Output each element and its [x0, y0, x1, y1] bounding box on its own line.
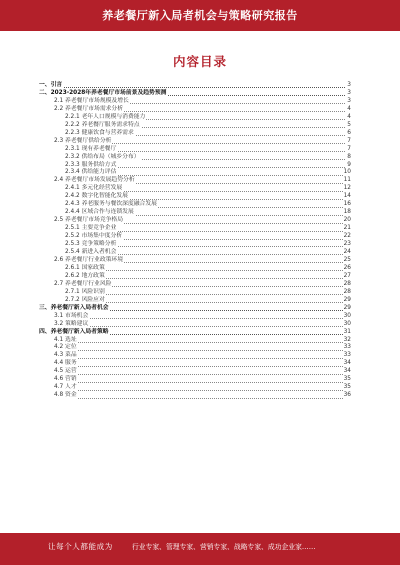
- toc-entry-label: 2.2 养老餐厅市场需求分析: [54, 105, 124, 112]
- toc-entry[interactable]: [39, 352, 351, 360]
- toc-leader-dots: [54, 326, 345, 327]
- toc-entry-page: 5: [347, 121, 351, 128]
- toc-entry-label: 4.8 资金: [54, 392, 77, 399]
- toc-entry-label: 2.4.1 多元化经营发展: [65, 185, 123, 192]
- toc-leader-dots: [65, 278, 345, 279]
- report-title: 养老餐厅新入局者机会与策略研究报告: [102, 9, 298, 22]
- toc-entry[interactable]: [39, 376, 351, 384]
- toc-leader-dots: [39, 87, 345, 88]
- toc-entry-label: 4.7 人才: [54, 384, 77, 391]
- toc-entry[interactable]: [39, 82, 351, 90]
- toc-entry[interactable]: [39, 289, 351, 297]
- toc-entry[interactable]: [39, 384, 351, 392]
- toc-entry-page: 3: [347, 89, 351, 96]
- toc-entry-label: 2.6 养老餐厅行业政策环境: [54, 256, 124, 263]
- toc-leader-dots: [54, 366, 345, 367]
- toc-entry-label: 一、引言: [39, 82, 63, 88]
- toc-entry-label: 四、养老餐厅新入局者策略: [39, 328, 109, 335]
- toc-entry[interactable]: [39, 233, 351, 241]
- toc-entry-page: 32: [343, 336, 351, 343]
- toc-entry[interactable]: [39, 321, 351, 329]
- toc-entry-page: 30: [343, 320, 351, 327]
- toc-entry-page: 35: [343, 376, 351, 383]
- toc-entry-page: 30: [343, 312, 351, 319]
- toc-heading: 内容目录: [172, 54, 227, 69]
- toc-leader-dots: [54, 398, 345, 399]
- toc-entry-page: 34: [343, 368, 351, 375]
- toc-entry-page: 35: [343, 384, 351, 391]
- toc-entry-page: 7: [347, 145, 351, 152]
- toc-entry-label: 2.4.4 区域合作与连锁发展: [65, 209, 134, 216]
- toc-entry-label: 2.5 养老餐厅市场竞争格局: [54, 217, 124, 224]
- toc-entry-page: 3: [347, 97, 351, 104]
- toc-entry-label: 4.3 菜品: [54, 352, 77, 359]
- toc-leader-dots: [54, 318, 345, 319]
- toc-entry[interactable]: [39, 257, 351, 265]
- toc-leader-dots: [65, 270, 345, 271]
- toc-leader-dots: [65, 302, 345, 303]
- toc-entry-label: 2.4 养老餐厅市场发展趋势分析: [54, 177, 135, 184]
- toc-entry[interactable]: [39, 90, 351, 98]
- toc-entry[interactable]: [39, 313, 351, 321]
- toc-entry-page: 22: [343, 233, 351, 240]
- toc-entry-page: 3: [347, 82, 351, 88]
- toc-entry-page: 12: [343, 185, 351, 192]
- toc-entry-label: 4.4 服务: [54, 360, 77, 367]
- toc-leader-dots: [54, 342, 345, 343]
- toc-entry-label: 2.3 养老餐厅供给分析: [54, 137, 112, 144]
- toc-entry-page: 26: [343, 264, 351, 271]
- toc-entry-page: 10: [343, 169, 351, 176]
- toc-leader-dots: [54, 374, 345, 375]
- toc-entry-label: 3.1 市场机会: [54, 312, 89, 319]
- toc-leader-dots: [54, 390, 345, 391]
- toc-entry-page: 28: [343, 288, 351, 295]
- toc-entry[interactable]: [39, 249, 351, 257]
- toc-entry-page: 6: [347, 129, 351, 136]
- toc-entry[interactable]: [39, 329, 351, 337]
- toc-entry-page: 24: [343, 249, 351, 256]
- toc-entry-label: 2.2.2 养老餐厅服务需求特点: [65, 121, 140, 128]
- toc-entry-page: 31: [343, 328, 351, 335]
- toc-entry[interactable]: [39, 344, 351, 352]
- toc-entry-page: 7: [347, 137, 351, 144]
- toc-entry-page: 29: [343, 296, 351, 303]
- toc-entry-page: 33: [343, 352, 351, 359]
- toc-entry[interactable]: [39, 217, 351, 225]
- toc-entry-page: 4: [347, 113, 351, 120]
- toc-entry[interactable]: [39, 265, 351, 273]
- toc-entry-page: 33: [343, 344, 351, 351]
- toc-entry-page: 25: [343, 256, 351, 263]
- toc-entry-page: 28: [343, 280, 351, 287]
- toc-entry-label: 3.2 策略建议: [54, 320, 89, 327]
- toc-entry-label: 2.5.3 竞争策略分析: [65, 241, 117, 248]
- toc-entry[interactable]: [39, 368, 351, 376]
- toc-entry-label: 2.6.2 地方政策: [65, 272, 105, 279]
- toc-entry-label: 2.4.3 养老服务与餐饮深度融合发展: [65, 201, 157, 208]
- toc-entry[interactable]: [39, 297, 351, 305]
- toc-entry-label: 2.5.1 主要竞争企业: [65, 225, 117, 232]
- toc-entry[interactable]: [39, 273, 351, 281]
- toc-entry-label: 2.5.2 市场集中度分析: [65, 233, 123, 240]
- toc-entry[interactable]: [39, 114, 351, 122]
- toc-entry-label: 2.7.1 风险识别: [65, 288, 105, 295]
- toc-leader-dots: [54, 382, 345, 383]
- toc-entry[interactable]: [39, 281, 351, 289]
- toc-entry[interactable]: [39, 130, 351, 138]
- toc-entry-label: 2.7 养老餐厅行业风险: [54, 280, 112, 287]
- toc-entry[interactable]: [39, 225, 351, 233]
- toc-entry-label: 2.2.1 老年人口规模与消费能力: [65, 113, 146, 120]
- toc-entry-label: 2.6.1 国家政策: [65, 264, 105, 271]
- toc-entry-label: 2.3.2 供给布局（城乡分布）: [65, 153, 140, 160]
- toc-entry-label: 4.1 选址: [54, 336, 77, 343]
- toc-entry[interactable]: [39, 209, 351, 217]
- toc-entry[interactable]: [39, 241, 351, 249]
- toc-entry[interactable]: [39, 106, 351, 114]
- toc-entry-page: 20: [343, 217, 351, 224]
- toc-entry[interactable]: [39, 122, 351, 130]
- toc-entry-label: 2.4.2 数字化智能化发展: [65, 193, 128, 200]
- toc-entry-page: 23: [343, 241, 351, 248]
- toc-entry-page: 36: [343, 392, 351, 399]
- footer-slogan: 让每个人都能成为: [48, 542, 113, 551]
- toc-entry-page: 4: [347, 105, 351, 112]
- toc-entry-label: 二、2023-2028年养老餐厅市场前景及趋势预测: [39, 89, 167, 96]
- toc-entry-page: 27: [343, 272, 351, 279]
- toc-entry-page: 16: [343, 201, 351, 208]
- toc-entry[interactable]: [39, 305, 351, 313]
- toc-entry[interactable]: [39, 98, 351, 106]
- toc-entry-page: 29: [343, 304, 351, 311]
- toc-entry-label: 2.5.4 新进入者机会: [65, 249, 117, 256]
- toc-entry-page: 8: [347, 153, 351, 160]
- toc-leader-dots: [54, 350, 345, 351]
- toc-entry-label: 三、养老餐厅新入局者机会: [39, 304, 109, 311]
- toc-entry-label: 2.3.3 服务供给方式: [65, 161, 117, 168]
- toc-entry-label: 4.5 运营: [54, 368, 77, 375]
- toc-entry-label: 4.2 定位: [54, 344, 77, 351]
- toc-entry-page: 9: [347, 161, 351, 168]
- toc-leader-dots: [65, 294, 345, 295]
- toc-entry-page: 11: [343, 177, 351, 184]
- footer-tagline: 行业专家、管理专家、营销专家、战略专家、成功企业家……: [132, 543, 316, 551]
- toc-entry-page: 14: [343, 193, 351, 200]
- toc-entry-label: 2.3.1 现有养老餐厅: [65, 145, 117, 152]
- toc-entry-label: 2.7.2 风险应对: [65, 296, 105, 303]
- toc-leader-dots: [54, 358, 345, 359]
- toc-entry-label: 2.3.4 供给能力评估: [65, 169, 117, 176]
- table-of-contents: [39, 82, 351, 400]
- toc-entry[interactable]: [39, 138, 351, 146]
- toc-entry-page: 34: [343, 360, 351, 367]
- toc-entry[interactable]: [39, 360, 351, 368]
- toc-entry-label: 4.6 营销: [54, 376, 77, 383]
- toc-entry[interactable]: [39, 392, 351, 400]
- toc-entry[interactable]: [39, 146, 351, 154]
- toc-entry-page: 18: [343, 209, 351, 216]
- toc-entry-page: 21: [343, 225, 351, 232]
- toc-entry[interactable]: [39, 337, 351, 345]
- toc-entry-label: 2.1 养老餐厅市场规模及增长: [54, 97, 129, 104]
- toc-entry[interactable]: [39, 154, 351, 162]
- toc-entry-label: 2.2.3 健康饮食与营养需求: [65, 129, 134, 136]
